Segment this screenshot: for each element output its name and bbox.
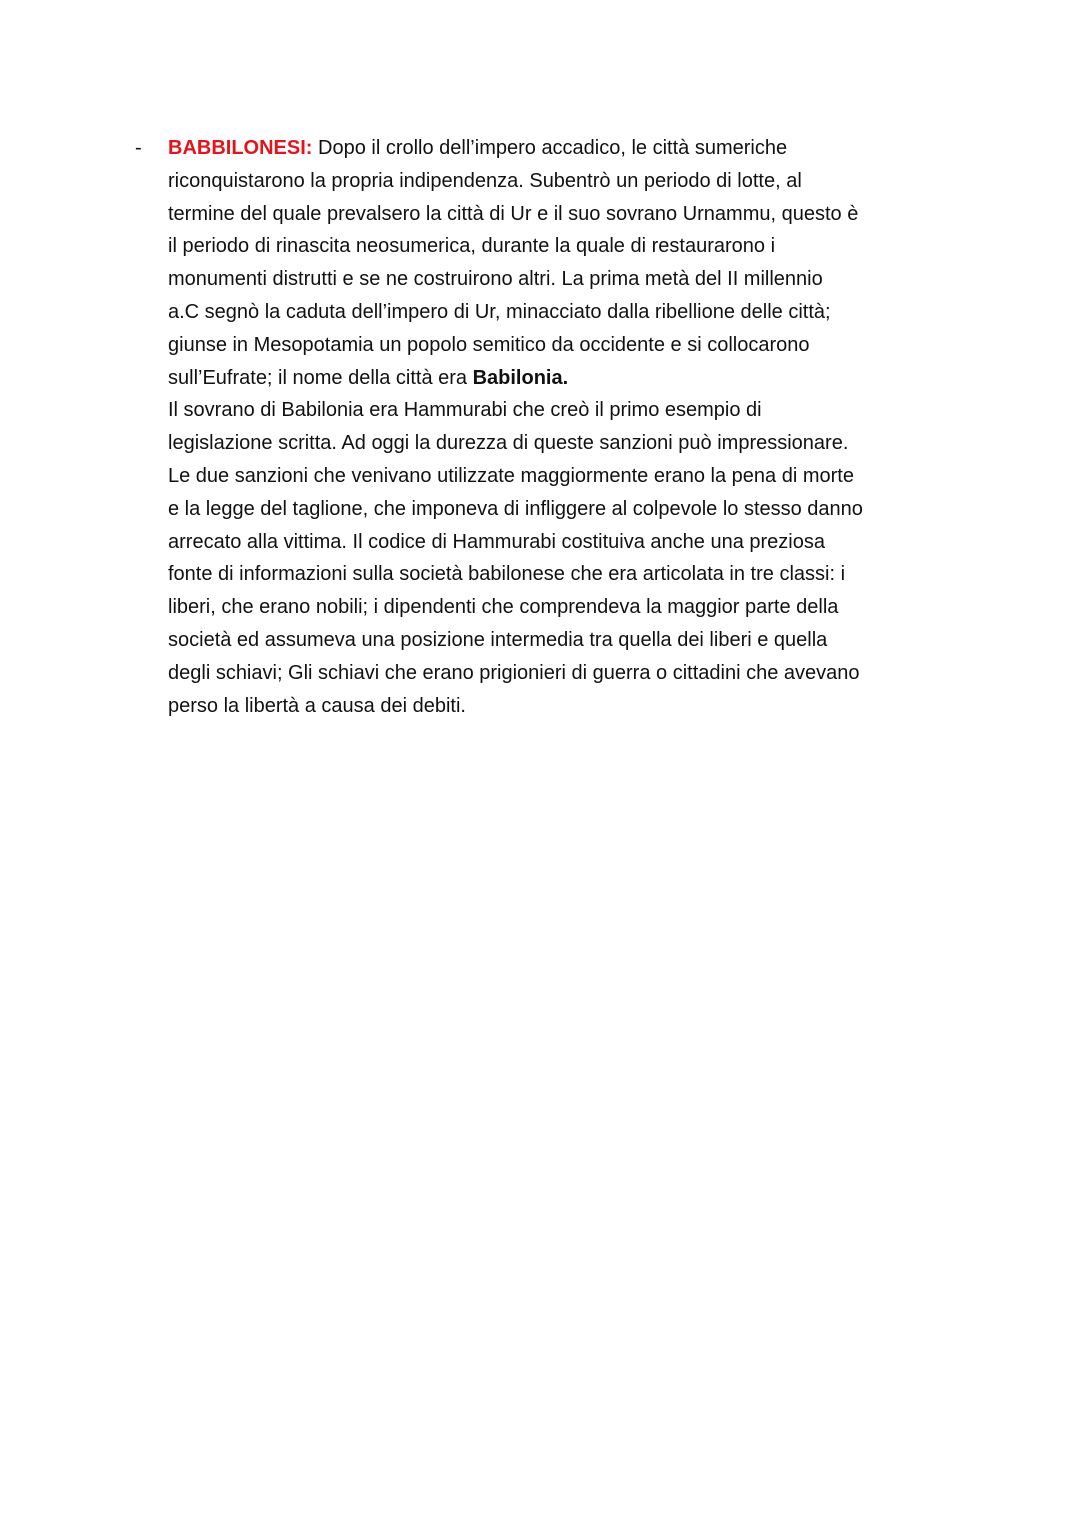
text-line: il periodo di rinascita neosumerica, durante la quale di restaurarono i xyxy=(168,235,776,258)
text-line: degli schiavi; Gli schiavi che erano prigionieri di guerra o cittadini che avevano xyxy=(168,661,860,684)
text-line: società ed assumeva una posizione intermedia tra quella dei liberi e quella xyxy=(168,628,828,651)
text-line: monumenti distrutti e se ne costruirono altri. La prima metà del II millennio xyxy=(168,268,823,291)
text-line: a.C segnò la caduta dell’impero di Ur, minacciato dalla ribellione delle città; xyxy=(168,300,831,323)
text-line: arrecato alla vittima. Il codice di Hammurabi costituiva anche una preziosa xyxy=(168,530,825,553)
text-line: Il sovrano di Babilonia era Hammurabi che creò il primo esempio di xyxy=(168,399,762,422)
text-line xyxy=(168,362,1028,395)
section-heading: BABBILONESI: xyxy=(168,137,313,159)
text-line: Le due sanzioni che venivano utilizzate maggiormente erano la pena di morte xyxy=(168,464,854,487)
text-span: Dopo il crollo dell’impero accadico, le città sumeriche xyxy=(312,137,788,159)
text-line xyxy=(168,132,1028,165)
text-line: giunse in Mesopotamia un popolo semitico da occidente e si collocarono xyxy=(168,333,810,356)
text-line: liberi, che erano nobili; i dipendenti che comprendeva la maggior parte della xyxy=(168,596,839,619)
text-line: e la legge del taglione, che imponeva di infliggere al colpevole lo stesso danno xyxy=(168,497,863,520)
text-line: riconquistarono la propria indipendenza. Subentrò un periodo di lotte, al xyxy=(168,169,802,192)
list-bullet: - xyxy=(135,137,142,159)
text-line: perso la libertà a causa dei debiti. xyxy=(168,694,466,717)
text-line: termine del quale prevalsero la città di Ur e il suo sovrano Urnammu, questo è xyxy=(168,202,859,225)
text-line: fonte di informazioni sulla società babilonese che era articolata in tre classi: i xyxy=(168,563,846,586)
text-line: legislazione scritta. Ad oggi la durezza di queste sanzioni può impressionare. xyxy=(168,432,849,455)
paragraph-babilonesi xyxy=(168,132,1028,722)
text-span: sull’Eufrate; il nome della città era xyxy=(168,366,473,389)
bold-term: Babilonia. xyxy=(472,366,569,389)
